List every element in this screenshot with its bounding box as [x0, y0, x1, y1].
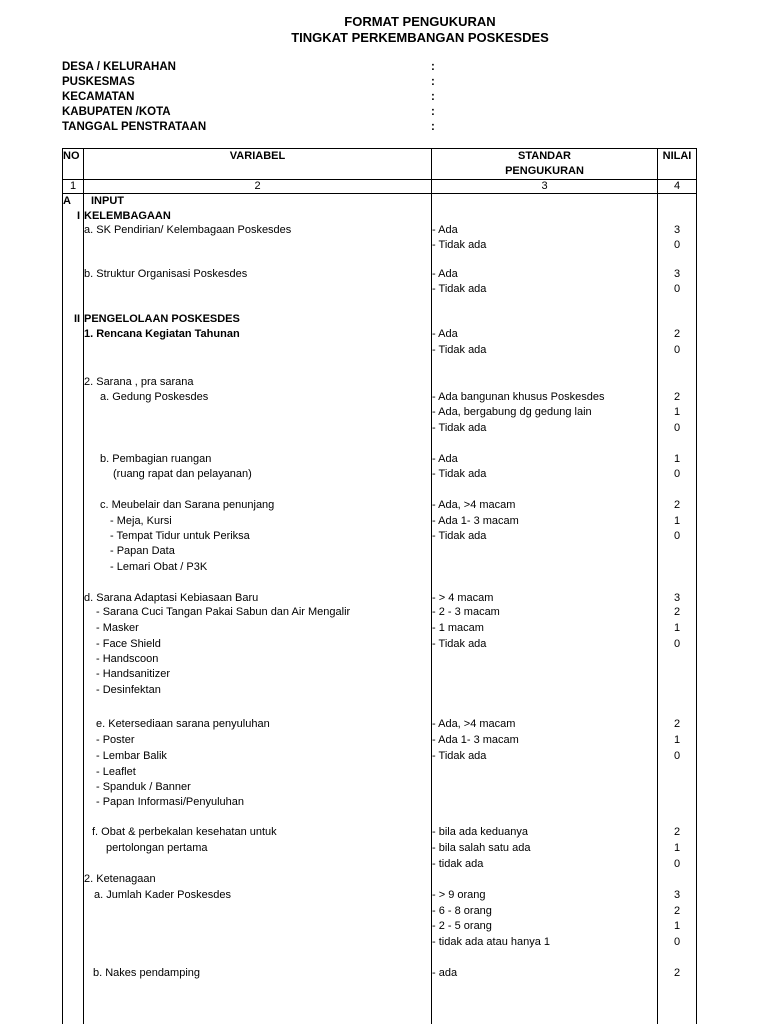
- row-variabel: b. Pembagian ruangan: [100, 453, 212, 465]
- field-sep-kabupaten: :: [431, 106, 435, 118]
- field-sep-desa: :: [431, 61, 435, 73]
- row-nilai: 0: [673, 530, 681, 542]
- row-standar: - Ada: [432, 453, 458, 465]
- row-nilai: 2: [673, 905, 681, 917]
- row-variabel: - Poster: [96, 734, 135, 746]
- row-standar: - ada: [432, 967, 458, 979]
- row-nilai: 3: [673, 592, 681, 604]
- colnum-2: 2: [254, 180, 261, 192]
- row-standar: - Ada, >4 macam: [432, 499, 516, 511]
- row-variabel: pertolongan pertama: [106, 842, 208, 854]
- row-standar: - > 9 orang: [432, 889, 486, 901]
- field-label-kabupaten: KABUPATEN /KOTA: [62, 106, 171, 118]
- colnum-4: 4: [673, 180, 681, 192]
- row-variabel: - Handscoon: [96, 653, 159, 665]
- row-nilai: 0: [673, 638, 681, 650]
- row-nilai: 1: [673, 842, 681, 854]
- row-variabel: 1. Rencana Kegiatan Tahunan: [84, 328, 240, 340]
- row-variabel: - Leaflet: [96, 766, 136, 778]
- row-standar: - Tidak ada: [432, 638, 487, 650]
- row-nilai: 3: [673, 224, 681, 236]
- row-variabel: b. Nakes pendamping: [93, 967, 201, 979]
- row-standar: - Ada: [432, 268, 458, 280]
- row-nilai: 3: [673, 889, 681, 901]
- row-nilai: 0: [673, 239, 681, 251]
- row-nilai: 0: [673, 422, 681, 434]
- row-no: A: [63, 195, 71, 207]
- row-nilai: 2: [673, 328, 681, 340]
- row-nilai: 1: [673, 515, 681, 527]
- row-standar: - Ada bangunan khusus Poskesdes: [432, 391, 605, 403]
- row-variabel: b. Struktur Organisasi Poskesdes: [84, 268, 248, 280]
- colnum-1: 1: [69, 180, 77, 192]
- row-variabel: - Tempat Tidur untuk Periksa: [110, 530, 250, 542]
- row-variabel: a. Gedung Poskesdes: [100, 391, 209, 403]
- table-border-colnum: [62, 193, 696, 194]
- row-standar: - Tidak ada: [432, 468, 487, 480]
- row-standar: - 6 - 8 orang: [432, 905, 492, 917]
- row-standar: - tidak ada atau hanya 1: [432, 936, 551, 948]
- row-variabel: - Papan Informasi/Penyuluhan: [96, 796, 244, 808]
- field-sep-tanggal: :: [431, 121, 435, 133]
- header-no: NO: [63, 150, 80, 162]
- row-nilai: 2: [673, 606, 681, 618]
- row-variabel: - Meja, Kursi: [110, 515, 172, 527]
- row-nilai: 1: [673, 734, 681, 746]
- row-variabel: f. Obat & perbekalan kesehatan untuk: [92, 826, 277, 838]
- header-nilai: NILAI: [662, 150, 692, 162]
- row-variabel: 2. Ketenagaan: [84, 873, 156, 885]
- header-standar: STANDAR: [518, 150, 571, 162]
- row-variabel: - Handsanitizer: [96, 668, 170, 680]
- header-variabel: VARIABEL: [229, 150, 286, 162]
- row-variabel: e. Ketersediaan sarana penyuluhan: [96, 718, 270, 730]
- row-standar: - Tidak ada: [432, 283, 487, 295]
- header-pengukuran: PENGUKURAN: [505, 165, 584, 177]
- row-nilai: 2: [673, 967, 681, 979]
- table-border-left: [62, 148, 63, 1024]
- row-nilai: 0: [673, 344, 681, 356]
- row-variabel: - Desinfektan: [96, 684, 161, 696]
- row-variabel: KELEMBAGAAN: [84, 210, 171, 222]
- row-variabel: - Papan Data: [110, 545, 175, 557]
- table-border-top: [62, 148, 696, 149]
- row-standar: - Ada 1- 3 macam: [432, 515, 519, 527]
- row-standar: - bila ada keduanya: [432, 826, 529, 838]
- row-nilai: 1: [673, 406, 681, 418]
- row-standar: - Tidak ada: [432, 750, 487, 762]
- row-variabel: - Lemari Obat / P3K: [110, 561, 208, 573]
- row-variabel: PENGELOLAAN POSKESDES: [84, 313, 240, 325]
- row-variabel: (ruang rapat dan pelayanan): [113, 468, 252, 480]
- row-variabel: 2. Sarana , pra sarana: [84, 376, 194, 388]
- row-variabel: a. Jumlah Kader Poskesdes: [94, 889, 231, 901]
- row-nilai: 1: [673, 453, 681, 465]
- row-standar: - > 4 macam: [432, 592, 494, 604]
- row-nilai: 2: [673, 826, 681, 838]
- row-standar: - Ada, >4 macam: [432, 718, 516, 730]
- row-nilai: 0: [673, 750, 681, 762]
- row-variabel: INPUT: [91, 195, 124, 207]
- row-standar: - Tidak ada: [432, 422, 487, 434]
- field-sep-puskesmas: :: [431, 76, 435, 88]
- row-variabel: - Sarana Cuci Tangan Pakai Sabun dan Air Mengalir: [96, 606, 351, 618]
- row-standar: - Tidak ada: [432, 344, 487, 356]
- field-label-tanggal: TANGGAL PENSTRATAAN: [62, 121, 207, 133]
- row-variabel: a. SK Pendirian/ Kelembagaan Poskesdes: [84, 224, 292, 236]
- field-label-kecamatan: KECAMATAN: [62, 91, 135, 103]
- field-label-puskesmas: PUSKESMAS: [62, 76, 135, 88]
- row-nilai: 2: [673, 499, 681, 511]
- row-nilai: 0: [673, 858, 681, 870]
- row-variabel: - Lembar Balik: [96, 750, 167, 762]
- row-variabel: - Face Shield: [96, 638, 161, 650]
- document-title-line2: TINGKAT PERKEMBANGAN POSKESDES: [291, 30, 549, 45]
- row-standar: - 2 - 5 orang: [432, 920, 492, 932]
- table-border-right: [696, 148, 697, 1024]
- row-variabel: c. Meubelair dan Sarana penunjang: [100, 499, 275, 511]
- row-standar: - Tidak ada: [432, 239, 487, 251]
- colnum-3: 3: [541, 180, 548, 192]
- document-title-line1: FORMAT PENGUKURAN: [344, 14, 496, 29]
- row-standar: - Tidak ada: [432, 530, 487, 542]
- row-standar: - tidak ada: [432, 858, 484, 870]
- row-variabel: - Masker: [96, 622, 139, 634]
- row-standar: - 2 - 3 macam: [432, 606, 500, 618]
- row-nilai: 2: [673, 718, 681, 730]
- row-roman: II: [74, 313, 81, 325]
- row-nilai: 0: [673, 468, 681, 480]
- row-standar: - 1 macam: [432, 622, 484, 634]
- row-nilai: 1: [673, 920, 681, 932]
- row-nilai: 0: [673, 936, 681, 948]
- row-variabel: - Spanduk / Banner: [96, 781, 191, 793]
- row-nilai: 3: [673, 268, 681, 280]
- row-standar: - Ada: [432, 224, 458, 236]
- row-nilai: 2: [673, 391, 681, 403]
- row-nilai: 1: [673, 622, 681, 634]
- field-sep-kecamatan: :: [431, 91, 435, 103]
- row-nilai: 0: [673, 283, 681, 295]
- row-roman: I: [77, 210, 81, 222]
- row-standar: - Ada, bergabung dg gedung lain: [432, 406, 592, 418]
- row-variabel: d. Sarana Adaptasi Kebiasaan Baru: [84, 592, 259, 604]
- field-label-desa: DESA / KELURAHAN: [62, 61, 176, 73]
- row-standar: - Ada: [432, 328, 458, 340]
- row-standar: - bila salah satu ada: [432, 842, 531, 854]
- row-standar: - Ada 1- 3 macam: [432, 734, 519, 746]
